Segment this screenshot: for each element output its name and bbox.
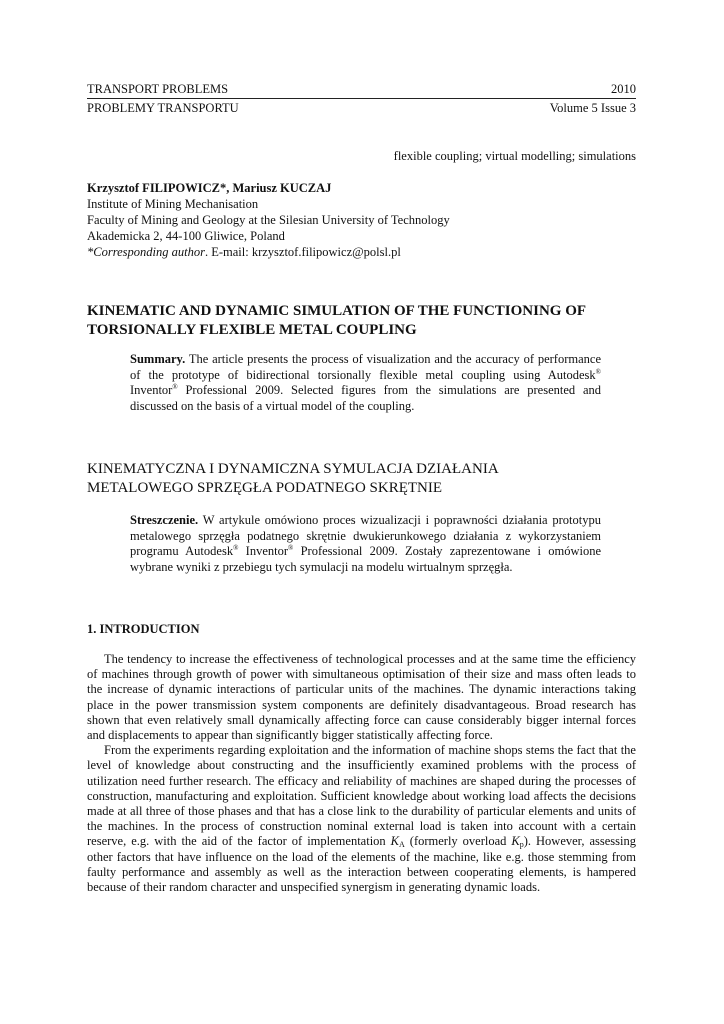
running-header-bottom (87, 101, 636, 117)
paragraph-text: (formerly overload (404, 834, 512, 849)
journal-year: 2010 (611, 82, 636, 96)
introduction-body (87, 652, 636, 895)
paper-title-en (87, 302, 647, 340)
title-pl-line-2: METALOWEGO SPRZĘGŁA PODATNEGO SKRĘTNIE (87, 480, 443, 496)
corresponding-label: *Corresponding author (87, 245, 205, 259)
running-header-top (87, 82, 636, 99)
title-pl-line-1: KINEMATYCZNA I DYNAMICZNA SYMULACJA DZIAŁANIA (87, 461, 499, 477)
streszczenie-text-b: Inventor (238, 544, 289, 558)
summary-text-c: Professional 2009. Selected figures from the simulations are presented and discussed on the basis of a virtual model of the coupling. (130, 383, 601, 413)
affiliation-address: Akademicka 2, 44-100 Gliwice, Poland (87, 229, 285, 243)
keywords: flexible coupling; virtual modelling; simulations (393, 149, 636, 163)
affiliation-institute: Institute of Mining Mechanisation (87, 197, 259, 211)
corresponding-author (87, 244, 450, 260)
summary-text-b: Inventor (130, 383, 173, 397)
paragraph-text: ). However, assessing other factors that have influence on the load of the elements of the machine, like e.g. those stemming from faulty performance and assembly as well as the interaction between cooperating elements, is hampered because of their random character and unspecified synergism in generating dynamic loads. (87, 834, 636, 895)
paragraph (87, 743, 636, 895)
subscript-a: A (399, 840, 405, 850)
title-en-line-2: TORSIONALLY FLEXIBLE METAL COUPLING (87, 322, 417, 338)
title-en-line-1: KINEMATIC AND DYNAMIC SIMULATION OF THE FUNCTIONING OF (87, 303, 587, 319)
section-heading: 1. INTRODUCTION (87, 622, 200, 636)
journal-name-pl: PROBLEMY TRANSPORTU (87, 101, 239, 115)
summary-pl (130, 513, 601, 575)
affiliation-faculty: Faculty of Mining and Geology at the Silesian University of Technology (87, 213, 450, 227)
summary-en (130, 352, 601, 414)
paragraph-text: From the experiments regarding exploitation and the information of machine shops stems the fact that the level of knowledge about constructing and the insufficiently examined problems with the process of utilization need further research. The efficacy and reliability of machines are shaped during the processes of construction, manufacturing and exploitation. Sufficient knowledge about working load affects the decisions made at all three of those phases and that has a close link to the durability of particular elements and units of the machines. In the process of construction nominal external load is taken into account with a certain reserve, e.g. with the aid of the factor of implementation (87, 743, 636, 849)
registered-mark: ® (288, 544, 294, 552)
summary-text-a: The article presents the process of visualization and the accuracy of performance of the prototype of bidirectional torsionally flexible metal coupling using Autodesk (130, 352, 601, 382)
paper-title-pl (87, 460, 647, 498)
summary-label: Summary. (130, 352, 186, 366)
symbol-k: K (390, 834, 399, 849)
streszczenie-text-a: W artykule omówiono proces wizualizacji i poprawności działania prototypu metalowego sprzęgła podatnego skrętnie dwukierunkowego działania z wykorzystaniem programu Autodesk (130, 513, 601, 558)
paragraph: The tendency to increase the effectiveness of technological processes and at the same time the efficiency of machines through growth of power with simultaneous optimisation of their size and mass often leads to the increase of dynamic interactions of particular units of the machines. The dynamic interactions taking place in the power transmission system components are definitely disadvantageous. Broad research has shown that even relatively small dynamically affecting force can cause considerably bigger internal forces and displacements to appear than significantly bigger statistically affecting force. (87, 652, 636, 743)
author-block (87, 180, 450, 260)
subscript-p: p (519, 840, 524, 850)
corresponding-email: . E-mail: krzysztof.filipowicz@polsl.pl (204, 245, 401, 259)
symbol-k: K (511, 834, 520, 849)
registered-mark: ® (233, 544, 239, 552)
registered-mark: ® (172, 383, 178, 391)
streszczenie-label: Streszczenie. (130, 513, 199, 527)
journal-name-en: TRANSPORT PROBLEMS (87, 82, 229, 96)
registered-mark: ® (595, 367, 601, 376)
author-names: Krzysztof FILIPOWICZ*, Mariusz KUCZAJ (87, 181, 332, 195)
volume-issue: Volume 5 Issue 3 (549, 101, 636, 115)
streszczenie-text-c: Professional 2009. Zostały zaprezentowane i omówione wybrane wyniki z przebiegu tych symulacji na modelu wirtualnym sprzęgła. (130, 544, 601, 574)
